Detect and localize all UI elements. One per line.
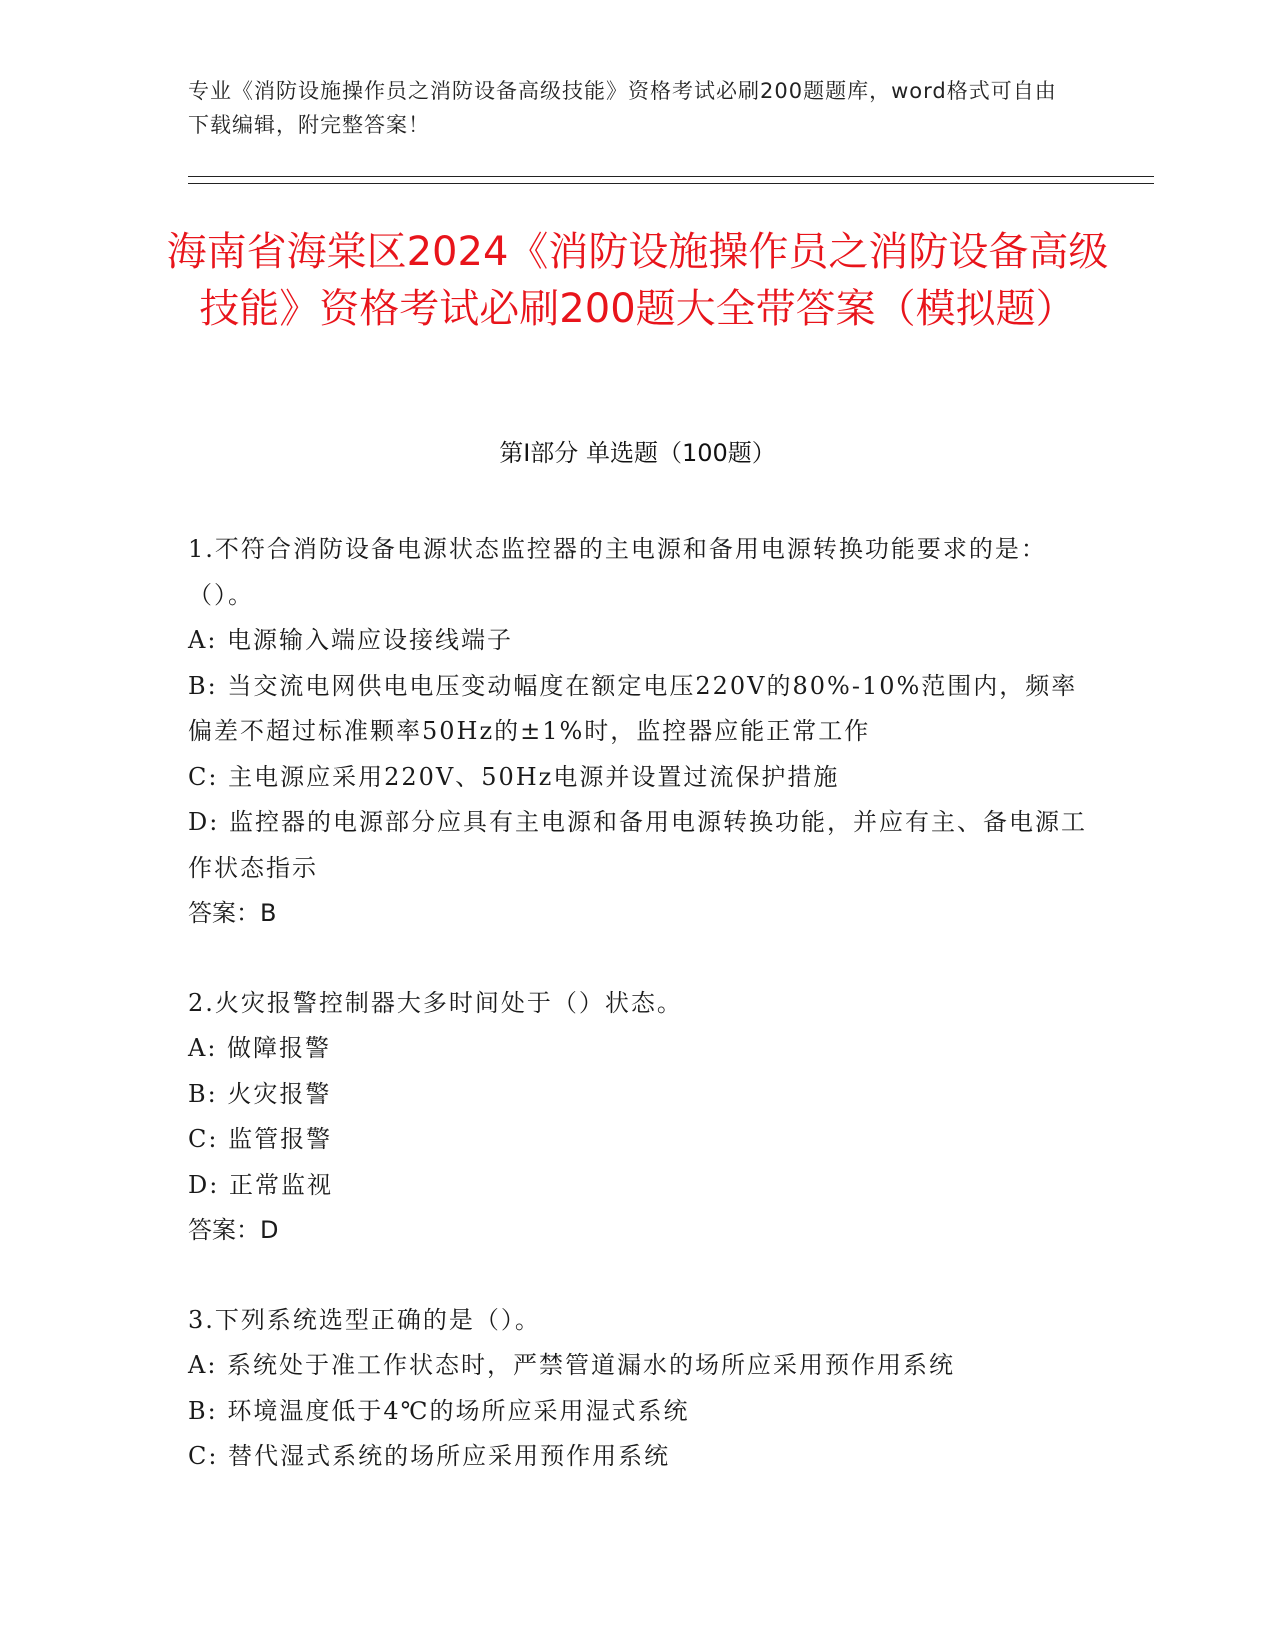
question-list bbox=[188, 527, 1088, 1480]
question-3 bbox=[188, 1298, 1088, 1480]
answer-line: 答案：B bbox=[188, 899, 277, 927]
option-d: D: 正常监视 bbox=[188, 1170, 333, 1199]
option-a: A: 电源输入端应设接线端子 bbox=[188, 626, 514, 654]
question-2 bbox=[188, 981, 1088, 1254]
option-b: B: 当交流电网供电电压变动幅度在额定电压220V的80%-10%范围内，频率偏差不超过标准颗率50Hz的±1%时，监控器应能正常工作 bbox=[188, 671, 1078, 745]
option-c: C: 监管报警 bbox=[188, 1125, 333, 1153]
answer-line: 答案：D bbox=[188, 1216, 279, 1244]
question-stem: 2.火灾报警控制器大多时间处于（）状态。 bbox=[188, 988, 683, 1017]
option-b: B: 环境温度低于4℃的场所应采用湿式系统 bbox=[188, 1396, 690, 1425]
section-heading: 第Ⅰ部分 单选题（100题） bbox=[499, 439, 776, 467]
document-title: 海南省海棠区2024《消防设施操作员之消防设备高级技能》资格考试必刷200题大全带答案（模拟题） bbox=[166, 229, 1109, 332]
question-stem: 1.不符合消防设备电源状态监控器的主电源和备用电源转换功能要求的是：（）。 bbox=[188, 535, 1047, 609]
option-c: C: 替代湿式系统的场所应采用预作用系统 bbox=[188, 1442, 671, 1470]
header-divider-top bbox=[188, 176, 1154, 177]
header-note: 专业《消防设施操作员之消防设备高级技能》资格考试必刷200题题库，word格式可自由下载编辑，附完整答案！ bbox=[188, 79, 1057, 137]
question-1 bbox=[188, 527, 1088, 937]
option-a: A: 系统处于准工作状态时，严禁管道漏水的场所应采用预作用系统 bbox=[188, 1351, 956, 1379]
option-c: C: 主电源应采用220V、50Hz电源并设置过流保护措施 bbox=[188, 762, 840, 791]
option-a: A: 做障报警 bbox=[188, 1034, 332, 1062]
option-d: D: 监控器的电源部分应具有主电源和备用电源转换功能，并应有主、备电源工作状态指示 bbox=[188, 808, 1087, 882]
question-stem: 3.下列系统选型正确的是（）。 bbox=[188, 1305, 541, 1334]
option-b: B: 火灾报警 bbox=[188, 1079, 332, 1108]
header-divider-bottom bbox=[188, 183, 1154, 184]
